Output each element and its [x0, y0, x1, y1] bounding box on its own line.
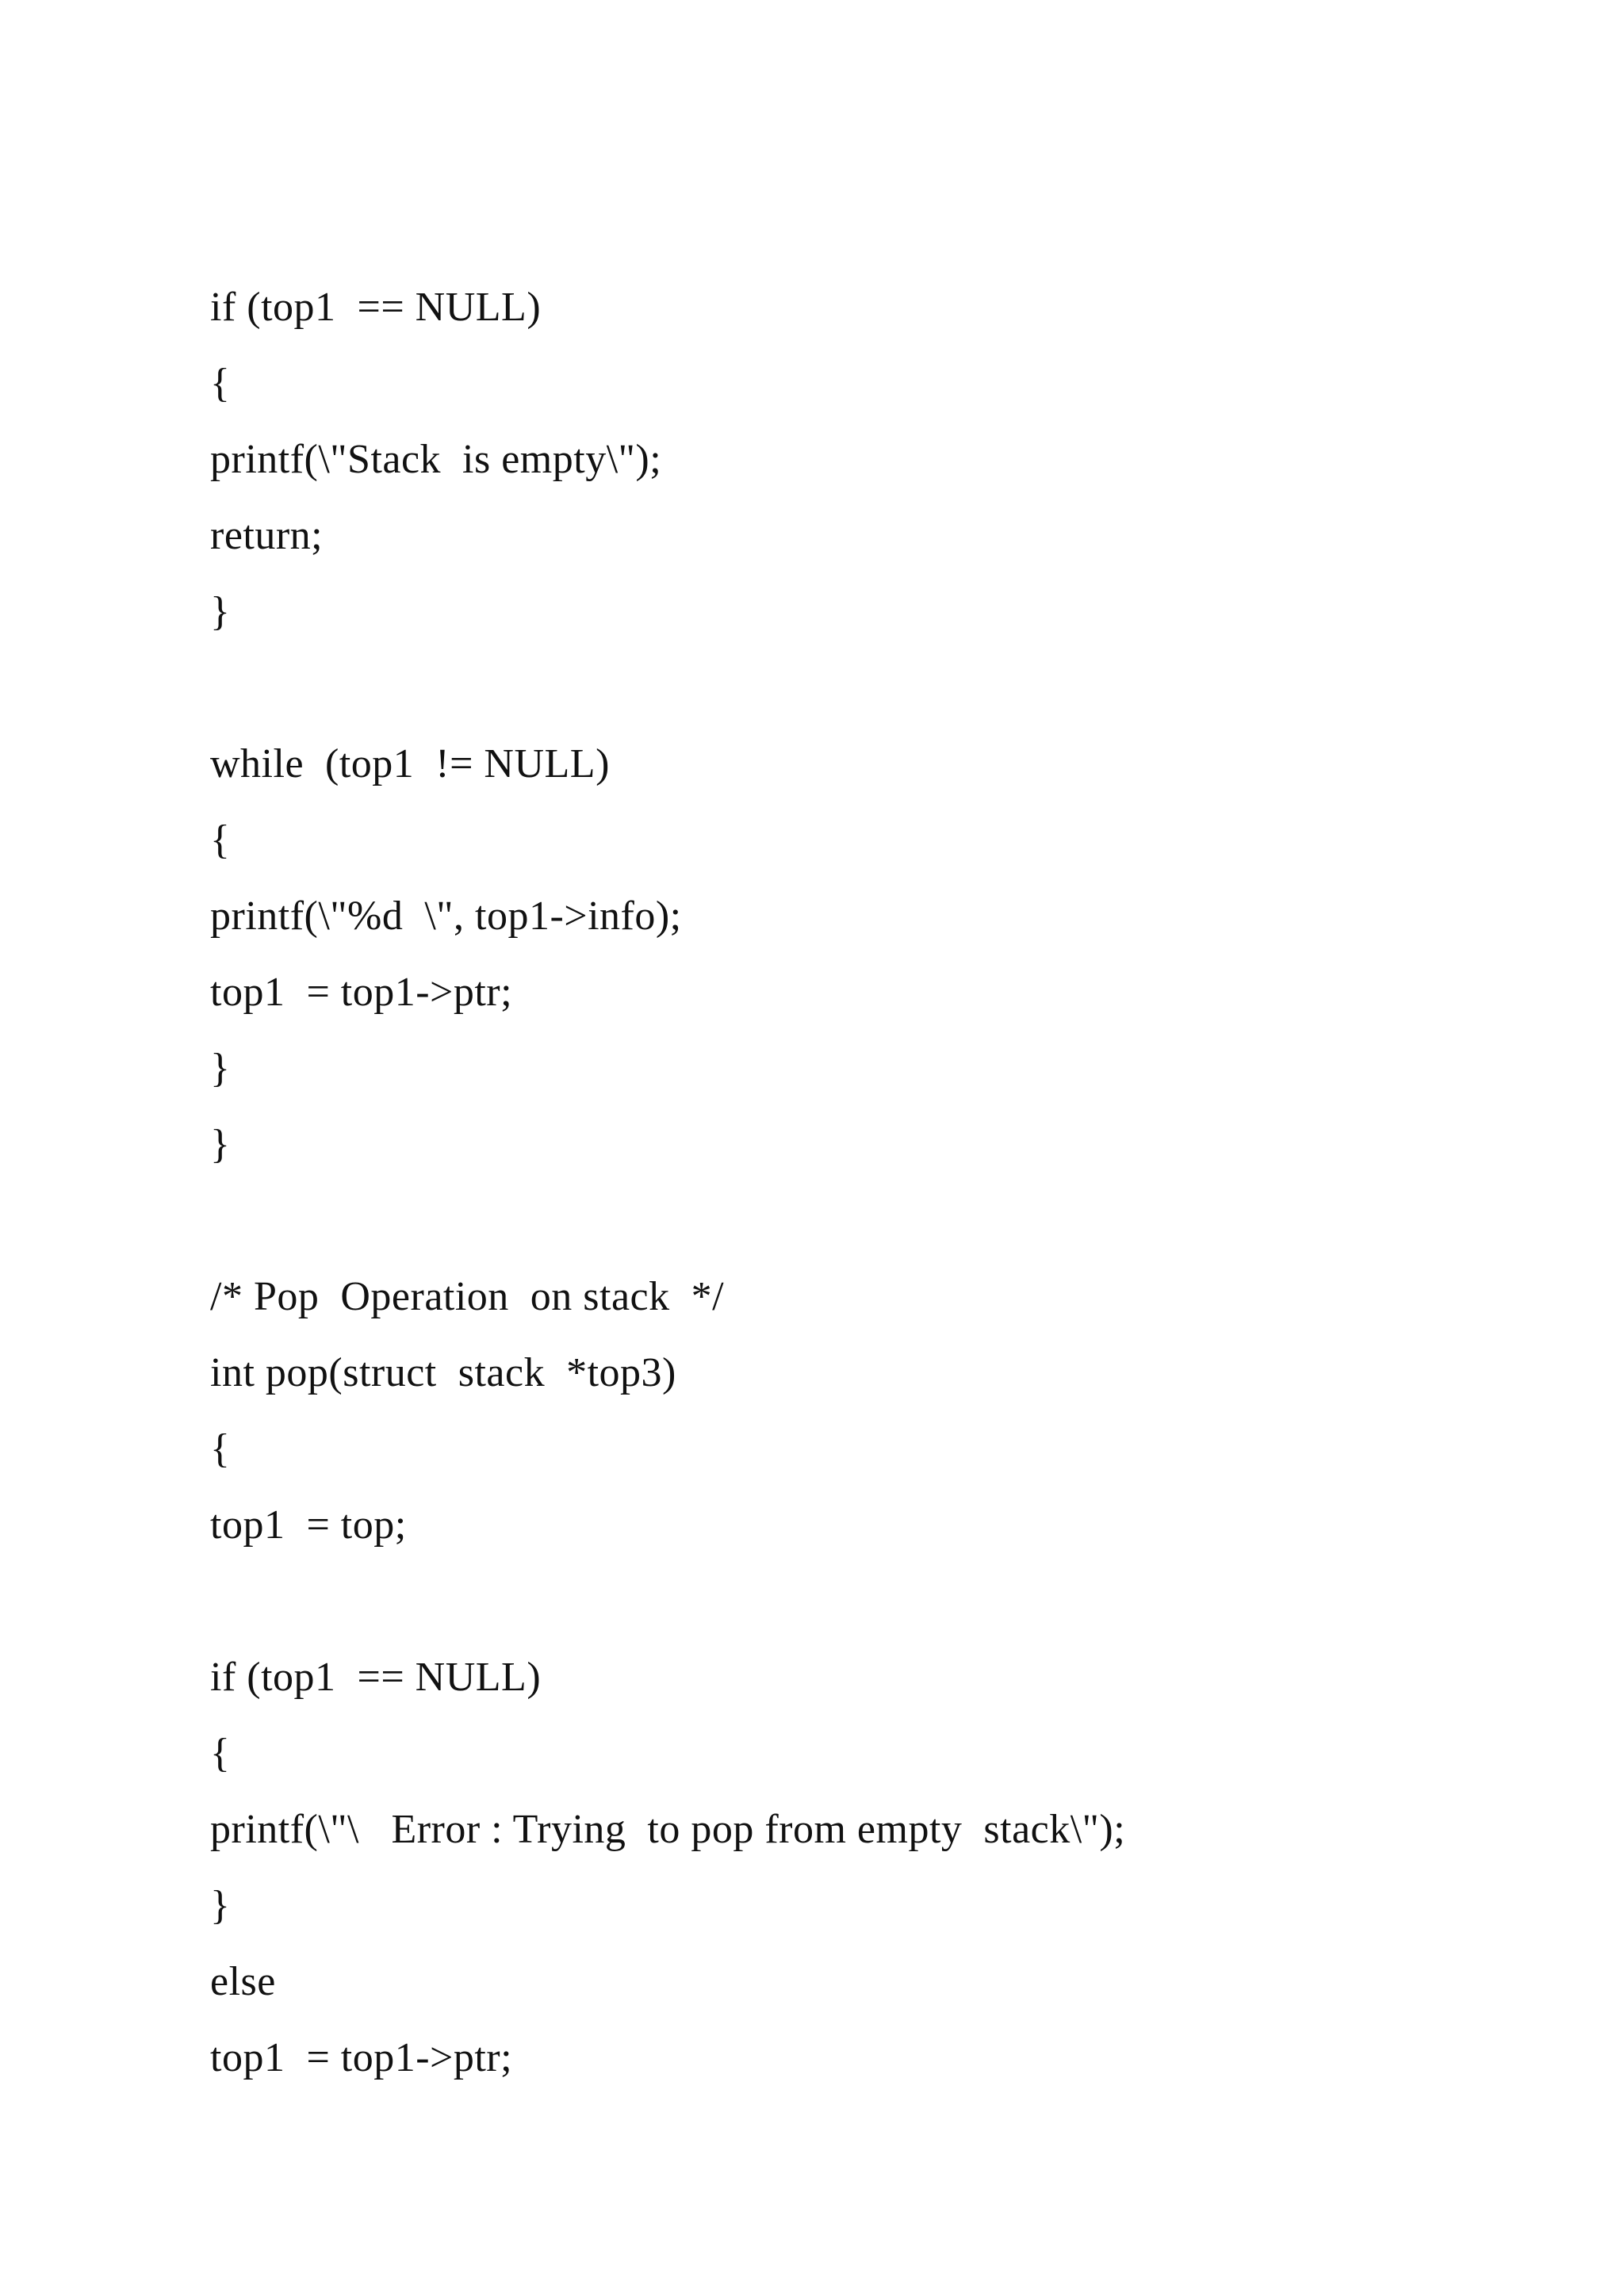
code-line: else: [210, 1959, 276, 2004]
code-line: }: [210, 1046, 231, 1091]
blank-line: [210, 1563, 1125, 1640]
code-line: }: [210, 1883, 231, 1928]
code-listing: [210, 270, 1125, 2096]
code-line: }: [210, 1122, 231, 1167]
code-line: printf(\"%d \", top1->info);: [210, 894, 682, 939]
code-line: /* Pop Operation on stack */: [210, 1274, 725, 1319]
code-line: return;: [210, 513, 324, 558]
code-line: while (top1 != NULL): [210, 741, 610, 786]
blank-line: [210, 650, 1125, 726]
code-line: {: [210, 817, 231, 863]
code-line: top1 = top;: [210, 1502, 407, 1548]
code-line: {: [210, 1426, 231, 1471]
code-line: if (top1 == NULL): [210, 1655, 542, 1700]
code-line: printf(\"Stack is empty\");: [210, 437, 662, 482]
code-line: printf(\"\ Error : Trying to pop from empty stack\");: [210, 1807, 1126, 1852]
code-line: top1 = top1->ptr;: [210, 970, 513, 1015]
code-line: top1 = top1->ptr;: [210, 2035, 513, 2080]
code-line: {: [210, 361, 231, 406]
code-line: if (top1 == NULL): [210, 285, 542, 330]
blank-line: [210, 1183, 1125, 1259]
code-line: }: [210, 589, 231, 634]
code-line: int pop(struct stack *top3): [210, 1350, 676, 1395]
code-line: {: [210, 1731, 231, 1776]
